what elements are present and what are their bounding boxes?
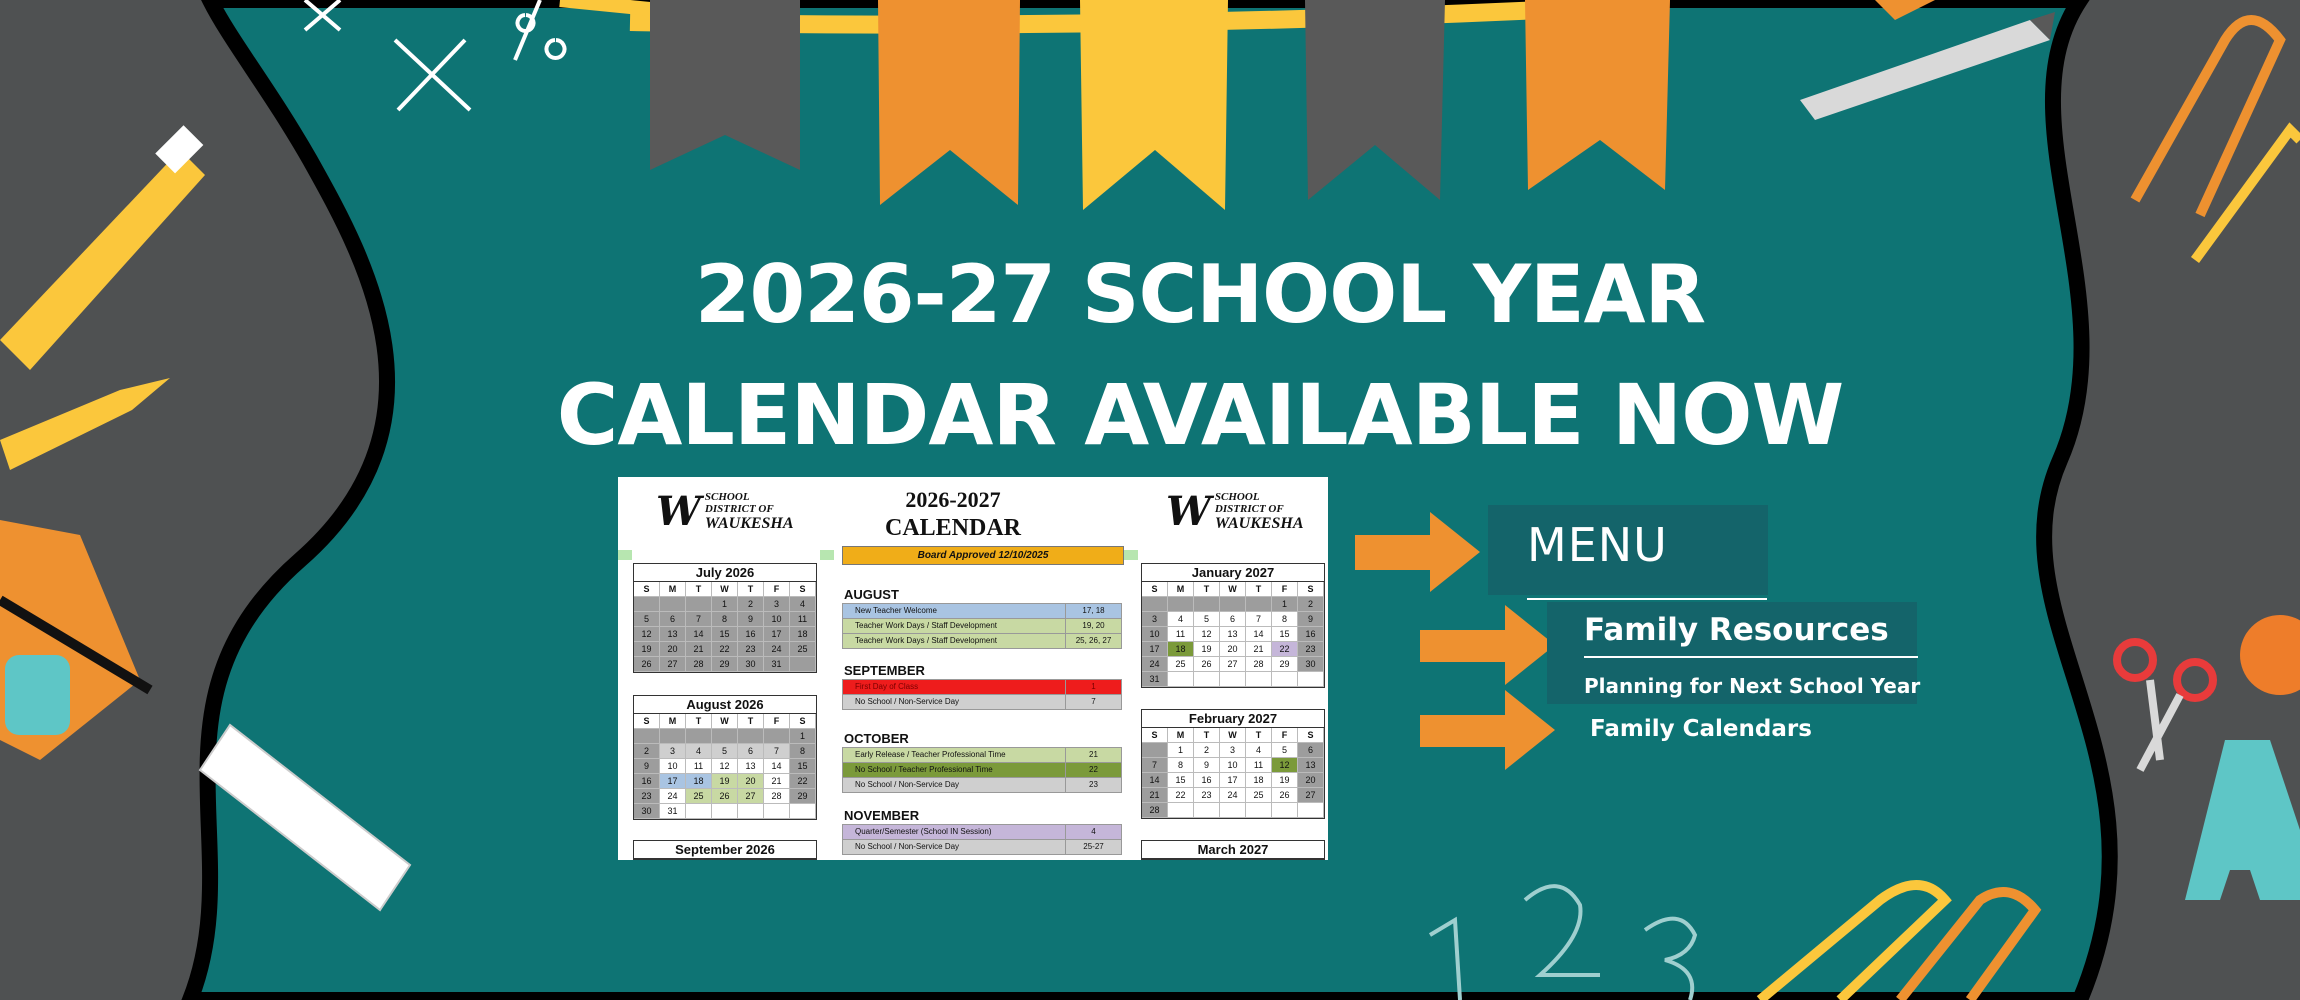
basketball xyxy=(2240,615,2300,695)
bunting-string-left xyxy=(560,0,660,10)
event-row: Early Release / Teacher Professional Time 21 xyxy=(842,747,1122,763)
logo-text-3: WAUKESHA xyxy=(1214,515,1304,532)
side-tag xyxy=(618,550,632,560)
planning-next-year-link[interactable]: Planning for Next School Year xyxy=(1584,674,1921,698)
event-row: No School / Non-Service Day 23 xyxy=(842,778,1122,793)
month-march-2027 xyxy=(1141,840,1325,860)
logo-text-1: SCHOOL xyxy=(704,491,750,503)
day-grid: S M T W T F S 1 2 3 4 5 6 7 8 9 10 11 12 13 14 15 16 17 18 19 20 21 22 23 24 25 26 27 28 29 30 31 xyxy=(1142,582,1324,687)
letter-a-block xyxy=(2185,740,2300,900)
month-name: July 2026 xyxy=(634,564,816,582)
family-calendars-link[interactable]: Family Calendars xyxy=(1590,716,1812,742)
month-name: March 2027 xyxy=(1142,841,1324,859)
event-row: No School / Teacher Professional Time 22 xyxy=(842,763,1122,778)
district-logo-mark: W xyxy=(1166,488,1211,535)
board-approved-banner: Board Approved 12/10/2025 xyxy=(842,546,1124,565)
headline-line-2: CALENDAR AVAILABLE NOW xyxy=(556,366,1844,464)
event-row: No School / Non-Service Day 25-27 xyxy=(842,840,1122,855)
menu-title: MENU xyxy=(1527,518,1668,572)
month-name: August 2026 xyxy=(634,696,816,714)
menu-link-divider xyxy=(1584,656,1918,658)
day-grid: S M T W T F S 1 2 3 4 5 6 7 8 9 10 11 12 13 14 15 16 17 18 19 20 21 22 23 24 25 26 27 28 29 30 31 xyxy=(634,582,816,672)
district-logo-right xyxy=(1166,488,1304,535)
logo-text-2: DISTRICT OF xyxy=(704,503,774,515)
month-name: September 2026 xyxy=(634,841,816,859)
family-resources-link[interactable]: Family Resources xyxy=(1584,612,1889,648)
month-name: February 2027 xyxy=(1142,710,1324,728)
side-tag xyxy=(1124,550,1138,560)
logo-text-2: DISTRICT OF xyxy=(1214,503,1284,515)
section-november xyxy=(842,808,1122,855)
scissors-right xyxy=(2117,642,2213,770)
event-row: Quarter/Semester (School IN Session) 4 xyxy=(842,824,1122,840)
day-grid: S M T W T F S 1 2 3 4 5 6 7 8 9 10 11 12 13 14 15 16 17 18 19 20 21 22 23 24 25 26 27 28 29 30 31 xyxy=(634,714,816,819)
section-october xyxy=(842,731,1122,793)
section-heading: NOVEMBER xyxy=(844,808,920,823)
month-july-2026 xyxy=(633,563,817,673)
section-september xyxy=(842,663,1122,710)
section-heading: SEPTEMBER xyxy=(844,663,925,678)
event-row: Teacher Work Days / Staff Development 19, 20 xyxy=(842,619,1122,634)
menu-divider xyxy=(1527,598,1767,600)
calendar-year: 2026-2027 xyxy=(905,487,1001,512)
side-tag xyxy=(820,550,834,560)
month-february-2027 xyxy=(1141,709,1325,819)
event-row: No School / Non-Service Day 7 xyxy=(842,695,1122,710)
district-logo-left xyxy=(656,488,794,535)
event-row: New Teacher Welcome 17, 18 xyxy=(842,603,1122,619)
section-august xyxy=(842,587,1122,649)
day-grid: S M T W T F S 1 2 3 4 5 6 7 8 9 10 11 12 13 14 15 16 17 18 19 20 21 22 23 24 25 26 27 28 xyxy=(1142,728,1324,818)
section-heading: AUGUST xyxy=(844,587,899,602)
event-row: First Day of Class 1 xyxy=(842,679,1122,695)
calendar-title: CALENDAR xyxy=(884,515,1021,541)
section-heading: OCTOBER xyxy=(844,731,909,746)
month-september-2026 xyxy=(633,840,817,860)
logo-text-3: WAUKESHA xyxy=(704,515,794,532)
month-august-2026 xyxy=(633,695,817,820)
logo-text-1: SCHOOL xyxy=(1214,491,1260,503)
month-name: January 2027 xyxy=(1142,564,1324,582)
month-january-2027 xyxy=(1141,563,1325,688)
district-logo-mark: W xyxy=(656,488,701,535)
headline-line-1: 2026-27 SCHOOL YEAR xyxy=(694,248,1706,341)
calendar-preview[interactable] xyxy=(618,477,1328,860)
event-row: Teacher Work Days / Staff Development 25, 26, 27 xyxy=(842,634,1122,649)
eraser-left xyxy=(5,655,70,735)
